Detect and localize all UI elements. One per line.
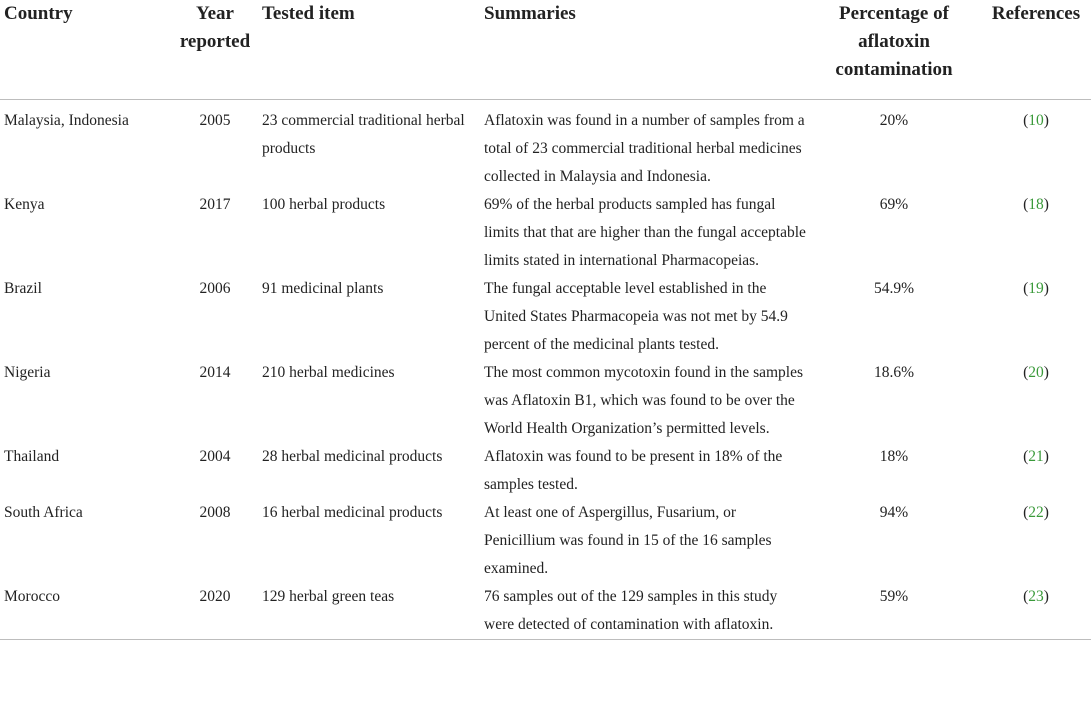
cell-percentage: 59% — [879, 587, 909, 605]
reference-link[interactable]: 10 — [1028, 111, 1044, 129]
cell-year: 2017 — [199, 195, 231, 213]
cell-country: Kenya — [4, 195, 45, 213]
cell-reference — [979, 499, 1091, 583]
cell-tested-item: 23 commercial traditional herbal products — [262, 111, 465, 157]
cell-country: Brazil — [4, 279, 42, 297]
ref-open-paren: ( — [1023, 111, 1029, 129]
ref-open-paren: ( — [1023, 447, 1029, 465]
cell-summary: The fungal acceptable level established in the United States Pharmacopeia was not met by 54.9 percent of the medicinal plants tested. — [484, 279, 788, 353]
table-row — [0, 359, 1091, 443]
header-summaries: Summaries — [484, 3, 576, 24]
ref-open-paren: ( — [1023, 503, 1029, 521]
cell-tested-item: 16 herbal medicinal products — [262, 503, 443, 521]
cell-tested-item: 100 herbal products — [262, 195, 386, 213]
reference-link[interactable]: 18 — [1028, 195, 1044, 213]
header-percentage: Percentage of aflatoxin contamination — [835, 3, 953, 80]
cell-country: Morocco — [4, 587, 60, 605]
header-tested-item: Tested item — [262, 3, 355, 24]
reference-link[interactable]: 21 — [1028, 447, 1044, 465]
reference-link[interactable]: 22 — [1028, 503, 1044, 521]
reference-link[interactable]: 20 — [1028, 363, 1044, 381]
cell-summary: The most common mycotoxin found in the samples was Aflatoxin B1, which was found to be over the World Health Organization’s permitted levels. — [484, 363, 803, 437]
table-row — [0, 191, 1091, 275]
header-country: Country — [4, 3, 73, 24]
cell-percentage: 54.9% — [873, 279, 915, 297]
header-row — [0, 0, 1091, 99]
table-row — [0, 99, 1091, 191]
cell-year: 2020 — [199, 587, 231, 605]
ref-open-paren: ( — [1023, 363, 1029, 381]
cell-summary: At least one of Aspergillus, Fusarium, or Penicillium was found in 15 of the 16 samples examined. — [484, 503, 772, 577]
table-row — [0, 583, 1091, 640]
cell-percentage: 18.6% — [873, 363, 915, 381]
ref-close-paren: ) — [1043, 279, 1049, 297]
cell-summary: Aflatoxin was found to be present in 18% of the samples tested. — [484, 447, 783, 493]
cell-year: 2014 — [199, 363, 231, 381]
cell-summary: 69% of the herbal products sampled has fungal limits that that are higher than the fungal acceptable limits stated in international Pharmacopeias. — [484, 195, 806, 269]
cell-country: Nigeria — [4, 363, 51, 381]
ref-open-paren: ( — [1023, 195, 1029, 213]
cell-reference — [979, 191, 1091, 275]
ref-open-paren: ( — [1023, 279, 1029, 297]
ref-close-paren: ) — [1043, 363, 1049, 381]
table-row — [0, 499, 1091, 583]
cell-country: Malaysia, Indonesia — [4, 111, 129, 129]
cell-tested-item: 129 herbal green teas — [262, 587, 395, 605]
cell-tested-item: 28 herbal medicinal products — [262, 447, 443, 465]
cell-percentage: 20% — [879, 111, 909, 129]
cell-tested-item: 91 medicinal plants — [262, 279, 384, 297]
header-year: Year reported — [179, 3, 251, 52]
cell-year: 2005 — [199, 111, 231, 129]
ref-close-paren: ) — [1043, 447, 1049, 465]
cell-percentage: 18% — [879, 447, 909, 465]
table-body — [0, 99, 1091, 639]
cell-tested-item: 210 herbal medicines — [262, 363, 395, 381]
cell-country: South Africa — [4, 503, 83, 521]
ref-close-paren: ) — [1043, 503, 1049, 521]
ref-open-paren: ( — [1023, 587, 1029, 605]
cell-reference — [979, 359, 1091, 443]
cell-country: Thailand — [4, 447, 60, 465]
table-row — [0, 275, 1091, 359]
cell-reference — [979, 443, 1091, 499]
header-references: References — [991, 3, 1081, 24]
ref-close-paren: ) — [1043, 111, 1049, 129]
table-row — [0, 443, 1091, 499]
ref-close-paren: ) — [1043, 587, 1049, 605]
cell-percentage: 69% — [879, 195, 909, 213]
cell-summary: Aflatoxin was found in a number of samples from a total of 23 commercial traditional herbal medicines collected in Malaysia and Indonesia. — [484, 111, 805, 185]
reference-link[interactable]: 23 — [1028, 587, 1044, 605]
ref-close-paren: ) — [1043, 195, 1049, 213]
reference-link[interactable]: 19 — [1028, 279, 1044, 297]
cell-percentage: 94% — [879, 503, 909, 521]
cell-year: 2006 — [199, 279, 231, 297]
cell-reference — [979, 99, 1091, 191]
cell-year: 2008 — [199, 503, 231, 521]
table-header — [0, 0, 1091, 99]
cell-reference — [979, 583, 1091, 640]
cell-reference — [979, 275, 1091, 359]
cell-summary: 76 samples out of the 129 samples in this study were detected of contamination with aflatoxin. — [484, 587, 778, 633]
cell-year: 2004 — [199, 447, 231, 465]
